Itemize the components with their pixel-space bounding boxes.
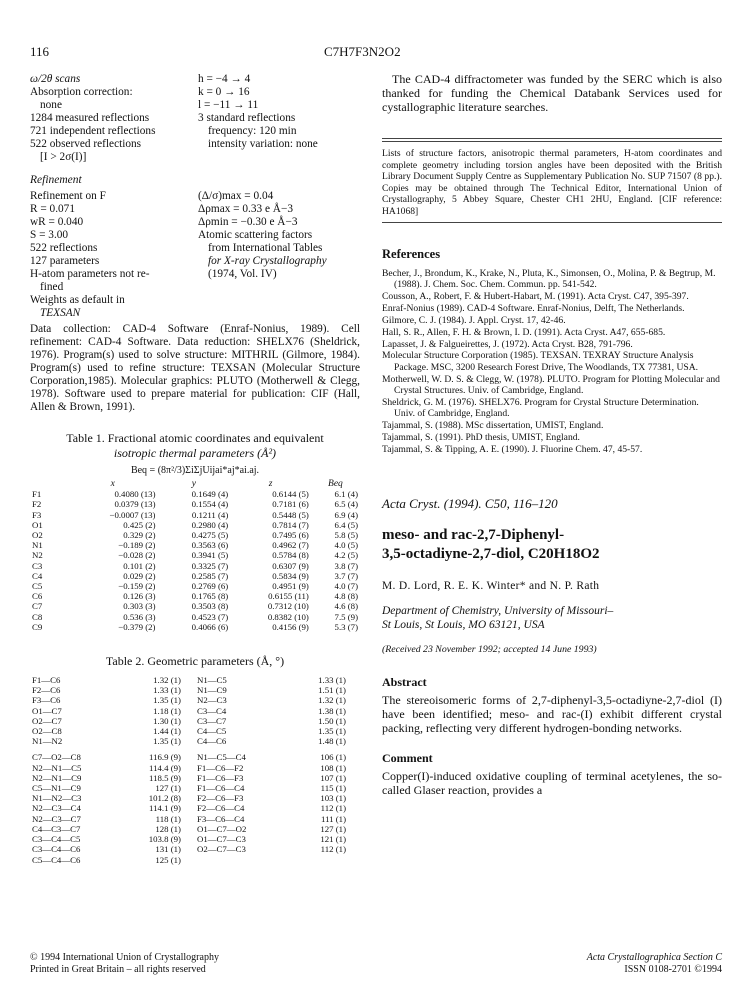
- parameter-label: C4—C3—C7: [32, 823, 81, 834]
- parameter-value: 1.32 (1): [153, 675, 181, 686]
- atom-label: C4: [32, 570, 43, 581]
- parameter-value: 103.8 (9): [148, 834, 181, 845]
- coordinate-cell: 0.536 (3): [123, 611, 156, 622]
- refinement-line: for X-ray Crystallography: [208, 255, 327, 267]
- parameter-label: N2—C3—C4: [32, 803, 81, 814]
- issn: ISSN 0108-2701 ©1994: [624, 964, 722, 975]
- comment-heading: Comment: [382, 750, 433, 765]
- refinement-left: [30, 190, 198, 320]
- divider: [382, 141, 722, 142]
- deposit-note: Lists of structure factors, anisotropic thermal parameters, H-atom coordinates and complete geometry including torsion angles have been deposited with the British Library Document Supply Centre as Supplementary Publication No. SUP 71507 (8 pp.). Copies may be obtained through The Technical Editor, International Union of Crystallography, 5 Abbey Square, Chester CH1 2HU, England. [CIF reference: HA1068]: [382, 148, 722, 217]
- refinement-line: Weights as default in: [30, 294, 125, 306]
- table-row: [30, 844, 360, 854]
- parameter-label: C5—C4—C6: [32, 854, 81, 865]
- parameter-value: 1.50 (1): [318, 715, 346, 726]
- coordinate-cell: 0.2585 (7): [191, 570, 229, 581]
- atom-label: C7: [32, 601, 43, 612]
- parameter-value: 1.51 (1): [318, 685, 346, 696]
- reference-item: Hall, S. R., Allen, F. H. & Brown, I. D. (1991). Acta Cryst. A47, 655-685.: [382, 326, 666, 338]
- title-line: 3,5-octadiyne-2,7-diol, C20H18O2: [382, 545, 600, 562]
- coordinate-cell: 3.7 (7): [334, 570, 358, 581]
- parameter-label: C5—N1—C9: [32, 783, 81, 794]
- reference-item: Sheldrick, G. M. (1976). SHELX76. Program for Crystal Structure Determination. Univ. of Cambridge, England.: [382, 397, 699, 420]
- coordinate-cell: 0.3503 (8): [191, 601, 229, 612]
- parameter-label: C3—C7: [196, 715, 227, 726]
- parameter-label: F3—C6—C4: [196, 813, 245, 824]
- refinement-right: [198, 190, 360, 320]
- parameter-value: 1.18 (1): [153, 705, 181, 716]
- parameter-label: F1—C6—C4: [196, 783, 245, 794]
- table-row: [30, 612, 360, 622]
- parameter-value: 127 (1): [155, 783, 181, 794]
- parameter-label: C4—C6: [196, 736, 227, 747]
- reference-item: Becher, J., Brondum, K., Krake, N., Pluta, K., Simonsen, O., Molina, P. & Begtrup, M. (1988). J. Chem. Soc. Chem. Commun. pp. 541-542.: [382, 267, 716, 290]
- collection-right: [198, 73, 360, 164]
- coordinate-cell: 6.4 (5): [334, 519, 358, 530]
- table-row: [30, 489, 360, 499]
- parameter-value: 108 (1): [320, 762, 346, 773]
- atom-label: F3: [32, 509, 42, 520]
- coordinate-cell: 0.1765 (8): [191, 591, 229, 602]
- coordinate-cell: 0.425 (2): [123, 519, 156, 530]
- coordinate-cell: 7.5 (9): [334, 611, 358, 622]
- table-row: [30, 695, 360, 705]
- parameter-label: N2—C3: [196, 695, 227, 706]
- table-row: [30, 726, 360, 736]
- article-title: [382, 526, 722, 564]
- coordinate-cell: 0.7495 (6): [272, 530, 309, 541]
- footer-right: [587, 952, 722, 976]
- parameter-label: F1—C6: [32, 675, 61, 686]
- coordinate-cell: 0.3325 (7): [191, 560, 229, 571]
- parameter-label: N1—C5: [196, 675, 227, 686]
- parameter-label: C4—C5: [196, 726, 227, 737]
- coordinate-cell: −0.379 (2): [118, 621, 156, 632]
- refinement-line: R = 0.071: [30, 203, 75, 215]
- parameter-label: C7—O2—C8: [32, 752, 81, 763]
- running-header-formula: C7H7F3N2O2: [324, 44, 401, 59]
- title-line: meso- and rac-2,7-Diphenyl-: [382, 526, 565, 543]
- collection-line: h = −4 → 4: [198, 73, 251, 85]
- coordinate-cell: 0.6307 (9): [272, 560, 309, 571]
- parameter-label: O1—C7: [32, 705, 62, 716]
- atom-label: C5: [32, 581, 43, 592]
- table-row: [30, 834, 360, 844]
- coordinate-cell: 0.6144 (5): [272, 489, 309, 500]
- reference-item: Tajammal, S. (1991). PhD thesis, UMIST, England.: [382, 432, 580, 444]
- collection-line: ω/2θ scans: [30, 73, 81, 85]
- collection-line: 1284 measured reflections: [30, 112, 150, 124]
- parameter-value: 118 (1): [155, 813, 181, 824]
- coordinate-cell: 0.7181 (6): [272, 499, 309, 510]
- affiliation: [382, 604, 722, 632]
- table-row: [30, 855, 360, 865]
- table-row: [30, 622, 360, 632]
- parameter-label: F2—C6—C4: [196, 803, 245, 814]
- parameter-label: F2—C6—F3: [196, 793, 244, 804]
- references-list: [382, 268, 722, 456]
- refinement-line: TEXSAN: [40, 307, 81, 319]
- coordinate-cell: 0.4080 (13): [114, 489, 156, 500]
- table-row: [30, 685, 360, 695]
- parameter-value: 101.2 (8): [148, 793, 181, 804]
- parameter-value: 1.35 (1): [153, 736, 181, 747]
- coordinate-cell: 3.8 (7): [334, 560, 358, 571]
- table-row: [30, 510, 360, 520]
- atom-label: F1: [32, 489, 42, 500]
- coordinate-cell: 4.6 (8): [334, 601, 358, 612]
- coordinate-cell: −0.0007 (13): [109, 509, 156, 520]
- coordinate-cell: 6.9 (4): [334, 509, 358, 520]
- parameter-label: F1—C6—F2: [196, 762, 244, 773]
- table1-header: Beq: [328, 479, 343, 489]
- right-column: [382, 72, 722, 797]
- refinement-line: 522 reflections: [30, 242, 98, 254]
- table-row: [30, 716, 360, 726]
- parameter-value: 1.32 (1): [318, 695, 346, 706]
- coordinate-cell: 0.4156 (9): [272, 621, 309, 632]
- table2-caption: Table 2. Geometric parameters (Å, °): [105, 654, 285, 669]
- coordinate-cell: −0.189 (2): [118, 540, 156, 551]
- parameter-value: 114.4 (9): [149, 762, 181, 773]
- table1-caption-2: isotropic thermal parameters (Å²): [113, 446, 277, 460]
- coordinate-cell: 4.0 (7): [334, 581, 358, 592]
- parameter-value: 121 (1): [320, 834, 346, 845]
- table1-header: y: [191, 479, 196, 489]
- table-row: [30, 752, 360, 762]
- parameter-label: N1—N2—C3: [32, 793, 82, 804]
- table-row: [30, 520, 360, 530]
- reference-item: Motherwell, W. D. S. & Clegg, W. (1978). PLUTO. Program for Plotting Molecular and Crystal Structures. Univ. of Cambridge, England.: [382, 373, 720, 397]
- table-row: [30, 706, 360, 716]
- reference-item: Cousson, A., Robert, F. & Hubert-Habart, M. (1991). Acta Cryst. C47, 395-397.: [382, 290, 689, 302]
- parameter-label: O1—C7—C3: [196, 834, 246, 845]
- coordinate-cell: 0.5448 (5): [272, 509, 309, 520]
- parameter-label: N2—N1—C5: [32, 762, 82, 773]
- coordinate-cell: 6.5 (4): [334, 499, 358, 510]
- atom-label: C9: [32, 621, 43, 632]
- parameter-label: O2—C8: [32, 726, 62, 737]
- table-row: [30, 561, 360, 571]
- parameter-value: 118.5 (9): [149, 772, 181, 783]
- parameter-value: 1.38 (1): [318, 705, 346, 716]
- table-row: [30, 814, 360, 824]
- coordinate-cell: 4.0 (5): [334, 540, 358, 551]
- parameter-label: N2—N1—C9: [32, 772, 82, 783]
- collection-line: 3 standard reflections: [198, 112, 296, 124]
- refinement-line: S = 3.00: [30, 229, 69, 241]
- reference-item: Tajammal, S. & Tipping, A. E. (1990). J. Fluorine Chem. 47, 45-57.: [382, 444, 643, 456]
- refinement-line: 127 parameters: [30, 255, 100, 267]
- divider: [382, 222, 722, 223]
- parameter-value: 131 (1): [155, 844, 181, 855]
- acknowledgement: The CAD-4 diffractometer was funded by the SERC which is also thanked for funding the Chemical Databank Services used for cystallographic literature searches.: [382, 72, 722, 114]
- coordinate-cell: 0.3941 (5): [191, 550, 229, 561]
- coordinate-cell: 0.0379 (13): [114, 499, 156, 510]
- coordinate-cell: 0.6155 (11): [268, 591, 309, 602]
- parameter-value: 112 (1): [320, 844, 346, 855]
- parameter-value: 1.30 (1): [153, 715, 181, 726]
- table2: [30, 654, 360, 865]
- table-row: [30, 499, 360, 509]
- table2-bonds: [30, 675, 360, 746]
- parameter-value: 127 (1): [320, 823, 346, 834]
- table1-header: z: [268, 479, 273, 489]
- refinement-line: wR = 0.040: [30, 216, 84, 228]
- atom-label: N1: [32, 540, 43, 551]
- affiliation-line: St Louis, St Louis, MO 63121, USA: [382, 618, 545, 631]
- coordinate-cell: 0.8382 (10): [267, 611, 309, 622]
- data-collection-paragraph: Data collection: CAD-4 Software (Enraf-Nonius, 1989). Cell refinement: CAD-4 Software. Data reduction: SHELX76 (Sheldrick, 1976). Program(s) used to solve structure: MITHRIL (Gilmore, 1984). Program(s) used to refine structure: TEXSAN (Molecular Structure Corporation,1985). Molecular graphics: PLUTO (Motherwell & Clegg, 1978). Software used to prepare material for publication: CIF (Hall, Allen & Brown, 1991).: [30, 323, 360, 413]
- coordinate-cell: 0.029 (2): [123, 570, 156, 581]
- page-number: 116: [30, 44, 50, 59]
- references-heading: References: [382, 246, 441, 261]
- reference-item: Molecular Structure Corporation (1985). TEXSAN. TEXRAY Structure Analysis Package. MSC, 3200 Research Forest Drive, The Woodlands, TX 77381, USA.: [382, 350, 699, 373]
- table1-grid: [30, 479, 360, 632]
- coordinate-cell: 0.1554 (4): [191, 499, 229, 510]
- collection-line: 721 independent reflections: [30, 125, 156, 137]
- coordinate-cell: 0.4523 (7): [191, 611, 229, 622]
- table1-header: x: [110, 479, 115, 489]
- left-column: [30, 73, 360, 865]
- coordinate-cell: 0.5834 (9): [272, 570, 309, 581]
- parameter-value: 115 (1): [320, 783, 346, 794]
- parameter-label: C3—C4—C6: [32, 844, 81, 855]
- abstract-text: The stereoisomeric forms of 2,7-diphenyl-3,5-octadiyne-2,7-diol (I) have been identified; meso- and rac-(I) exhibit different crystal packing, reflecting very different hydrogen-bonding networks.: [382, 692, 722, 735]
- coordinate-cell: 0.7312 (10): [267, 601, 309, 612]
- table-row: [30, 824, 360, 834]
- atom-label: O2: [32, 530, 43, 541]
- parameter-label: F1—C6—F3: [196, 772, 244, 783]
- parameter-label: C3—C4—C5: [32, 834, 81, 845]
- table-row: [30, 571, 360, 581]
- parameter-value: 106 (1): [320, 752, 346, 763]
- collection-line: 522 observed reflections: [30, 138, 142, 150]
- collection-line: k = 0 → 16: [198, 86, 250, 98]
- parameter-value: 103 (1): [320, 793, 346, 804]
- coordinate-cell: 0.4951 (9): [272, 581, 309, 592]
- parameter-label: N1—C9: [196, 685, 227, 696]
- coordinate-cell: 0.4962 (7): [272, 540, 309, 551]
- collection-line: intensity variation: none: [208, 138, 318, 150]
- footer-left: [30, 952, 219, 976]
- collection-line: none: [40, 99, 62, 111]
- parameter-value: 107 (1): [320, 772, 346, 783]
- parameter-value: 111 (1): [321, 813, 346, 824]
- table-row: [30, 581, 360, 591]
- copyright: © 1994 International Union of Crystallography: [30, 952, 219, 963]
- parameter-value: 1.35 (1): [153, 695, 181, 706]
- parameter-value: 1.48 (1): [318, 736, 346, 747]
- received-dates: (Received 23 November 1992; accepted 14 June 1993): [382, 643, 597, 655]
- table-row: [30, 793, 360, 803]
- refinement-line: Δρmin = −0.30 e Å−3: [198, 216, 298, 228]
- coordinate-cell: −0.028 (2): [118, 550, 156, 561]
- collection-line: l = −11 → 11: [198, 99, 259, 111]
- refinement-line: H-atom parameters not re-: [30, 268, 150, 280]
- table-row: [30, 675, 360, 685]
- table-row: [30, 540, 360, 550]
- parameter-label: O2—C7—C3: [196, 844, 246, 855]
- printed-in: Printed in Great Britain – all rights reserved: [30, 964, 206, 975]
- refinement-line: Refinement on F: [30, 190, 106, 202]
- parameter-value: 114.1 (9): [149, 803, 181, 814]
- refinement-line: from International Tables: [208, 242, 323, 254]
- table-row: [30, 763, 360, 773]
- atom-label: C6: [32, 591, 43, 602]
- parameter-label: O1—C7—O2: [196, 823, 247, 834]
- refinement-line: Δρmax = 0.33 e Å−3: [198, 203, 293, 215]
- coordinate-cell: 0.101 (2): [123, 560, 156, 571]
- atom-label: N2: [32, 550, 43, 561]
- divider: [382, 138, 722, 139]
- coordinate-cell: 5.3 (7): [334, 621, 358, 632]
- comment-text: Copper(I)-induced oxidative coupling of terminal acetylenes, the so-called Glaser reaction, provides a: [382, 768, 722, 797]
- collection-line: [I > 2σ(I)]: [40, 151, 87, 163]
- coordinate-cell: 0.1211 (4): [191, 509, 229, 520]
- coordinate-cell: 0.4275 (5): [191, 530, 229, 541]
- reference-item: Tajammal, S. (1988). MSc dissertation, UMIST, England.: [382, 420, 604, 432]
- collection-line: Absorption correction:: [30, 86, 133, 98]
- parameter-value: 112 (1): [320, 803, 346, 814]
- coordinate-cell: 0.7814 (7): [272, 519, 309, 530]
- coordinate-cell: 0.3563 (6): [191, 540, 229, 551]
- affiliation-line: Department of Chemistry, University of Missouri–: [382, 604, 614, 617]
- parameter-value: 1.44 (1): [153, 726, 181, 737]
- table2-angles: [30, 752, 360, 864]
- table1-formula: Beq = (8π²/3)ΣiΣjUijai*aj*ai.aj.: [130, 465, 260, 476]
- atom-label: C3: [32, 560, 43, 571]
- article-citation: Acta Cryst. (1994). C50, 116–120: [382, 495, 558, 511]
- table1-header: [30, 479, 68, 489]
- parameter-value: 125 (1): [155, 854, 181, 865]
- journal-name: Acta Crystallographica Section C: [586, 952, 722, 963]
- coordinate-cell: 0.2980 (4): [191, 519, 229, 530]
- table-row: [30, 773, 360, 783]
- refinement-line: fined: [40, 281, 64, 293]
- parameter-label: C3—C4: [196, 705, 227, 716]
- refinement-line: (1974, Vol. IV): [208, 268, 277, 280]
- atom-label: F2: [32, 499, 42, 510]
- parameter-value: [268, 855, 360, 865]
- reference-item: Lapasset, J. & Falgueirettes, J. (1972). Acta Cryst. B28, 791-796.: [382, 338, 633, 350]
- parameter-value: 116.9 (9): [149, 752, 181, 763]
- refinement-line: Atomic scattering factors: [198, 229, 313, 241]
- coordinate-cell: 0.5784 (8): [272, 550, 309, 561]
- coordinate-cell: 0.329 (2): [123, 530, 156, 541]
- table-row: [30, 530, 360, 540]
- parameter-label: N1—C5—C4: [196, 752, 246, 763]
- parameter-value: 128 (1): [155, 823, 181, 834]
- collection-line: frequency: 120 min: [208, 125, 297, 137]
- atom-label: O1: [32, 519, 43, 530]
- collection-block: [30, 73, 360, 164]
- abstract-heading: Abstract: [382, 674, 427, 689]
- parameter-label: [195, 855, 268, 865]
- coordinate-cell: 6.1 (4): [334, 489, 358, 500]
- parameter-label: O2—C7: [32, 715, 62, 726]
- parameter-label: N1—N2: [32, 736, 63, 747]
- reference-item: Gilmore, C. J. (1984). J. Appl. Cryst. 17, 42-46.: [382, 314, 566, 326]
- table-row: [30, 803, 360, 813]
- coordinate-cell: 0.2769 (6): [191, 581, 229, 592]
- atom-label: C8: [32, 611, 43, 622]
- table-row: [30, 601, 360, 611]
- table-row: [30, 591, 360, 601]
- table-row: [30, 783, 360, 793]
- parameter-value: 1.33 (1): [318, 675, 346, 686]
- coordinate-cell: 4.2 (5): [334, 550, 358, 561]
- coordinate-cell: −0.159 (2): [118, 581, 156, 592]
- table-row: [30, 550, 360, 560]
- parameter-value: 1.33 (1): [153, 685, 181, 696]
- authors: M. D. Lord, R. E. K. Winter* and N. P. Rath: [382, 579, 600, 592]
- table-row: [30, 736, 360, 746]
- parameter-label: F3—C6: [32, 695, 61, 706]
- coordinate-cell: 0.4066 (6): [191, 621, 229, 632]
- coordinate-cell: 0.1649 (4): [191, 489, 229, 500]
- coordinate-cell: 0.126 (3): [123, 591, 156, 602]
- refinement-heading: Refinement: [30, 174, 82, 186]
- table1: [30, 431, 360, 632]
- coordinate-cell: 0.303 (3): [123, 601, 156, 612]
- coordinate-cell: 4.8 (8): [334, 591, 358, 602]
- collection-left: [30, 73, 198, 164]
- parameter-label: N2—C3—C7: [32, 813, 81, 824]
- refinement-block: [30, 190, 360, 320]
- table1-caption-1: Table 1. Fractional atomic coordinates and equivalent: [66, 431, 324, 445]
- parameter-label: F2—C6: [32, 685, 61, 696]
- reference-item: Enraf-Nonius (1989). CAD-4 Software. Enraf-Nonius, Delft, The Netherlands.: [382, 302, 685, 314]
- coordinate-cell: 5.8 (5): [334, 530, 358, 541]
- parameter-value: 1.35 (1): [318, 726, 346, 737]
- refinement-line: (Δ/σ)max = 0.04: [198, 190, 274, 202]
